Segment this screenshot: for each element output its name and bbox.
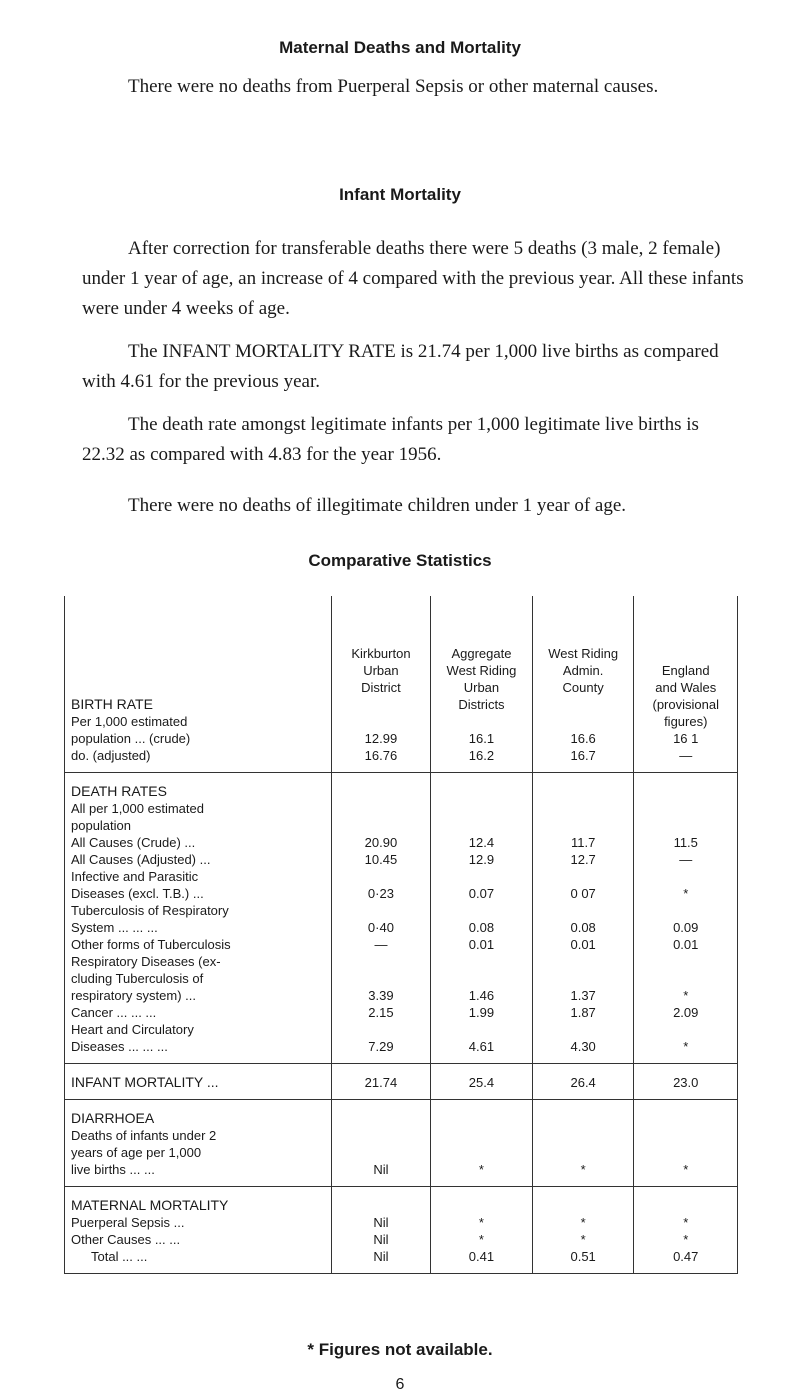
- diarrhoea-line2: years of age per 1,000: [71, 1145, 202, 1160]
- birth-adj-c1: 16.76: [364, 748, 398, 763]
- dr-label-2a: Infective and Parasitic: [71, 869, 199, 884]
- dr-6-c4: 2.09: [673, 1005, 699, 1020]
- dr-label-0: All Causes (Crude) ...: [71, 835, 196, 850]
- dr-7-c4: *: [683, 1039, 689, 1054]
- diarrhoea-label: [65, 1100, 332, 1187]
- para-infant-3: The death rate amongst legitimate infants per 1,000 legitimate live births is 22.32 as compared with 4.83 for the year 1956.: [82, 414, 699, 465]
- dr-label-1: All Causes (Adjusted) ...: [71, 852, 211, 867]
- di-c4: *: [683, 1162, 689, 1177]
- col-header-west-riding: [532, 596, 634, 773]
- dr-0-c2: 12.4: [468, 835, 495, 850]
- infant-mortality-title: INFANT MORTALITY ...: [71, 1074, 219, 1090]
- diarrhoea-title: DIARRHOEA: [71, 1110, 155, 1126]
- heading-comparative: Comparative Statistics: [308, 551, 492, 570]
- col2-line2: West Riding: [446, 663, 517, 678]
- death-col3: [532, 773, 634, 1064]
- col4-line1: England: [661, 663, 710, 678]
- mm-2-c1: Nil: [373, 1249, 389, 1264]
- dr-4-c1: —: [374, 937, 388, 952]
- dr-label-4: Other forms of Tuberculosis: [71, 937, 231, 952]
- mm-0-c1: Nil: [373, 1215, 389, 1230]
- col1-line3: District: [361, 680, 401, 695]
- dr-4-c2: 0.01: [468, 937, 495, 952]
- para-infant-4: There were no deaths of illegitimate children under 1 year of age.: [128, 495, 627, 516]
- col3-line2: Admin.: [562, 663, 604, 678]
- mm-0-c2: *: [478, 1215, 484, 1230]
- col-header-england-wales: [634, 596, 738, 773]
- mm-label-0: Puerperal Sepsis ...: [71, 1215, 185, 1230]
- dr-2-c4: *: [683, 886, 689, 901]
- col-header-kirkburton: [331, 596, 430, 773]
- dr-label-5a: Respiratory Diseases (ex-: [71, 954, 221, 969]
- mm-2-c4: 0.47: [673, 1249, 699, 1264]
- dr-label-2b: Diseases (excl. T.B.) ...: [71, 886, 204, 901]
- col-header-aggregate: [431, 596, 533, 773]
- birth-adj-c4: —: [679, 748, 693, 763]
- col4-line3: (provisional: [652, 697, 719, 712]
- death-col2: [431, 773, 533, 1064]
- birth-adj-c3: 16.7: [570, 748, 596, 763]
- col1-line1: Kirkburton: [351, 646, 411, 661]
- dr-3-c4: 0.09: [673, 920, 699, 935]
- table-row-diarrhoea: [65, 1100, 738, 1187]
- dr-3-c2: 0.08: [468, 920, 495, 935]
- col2-line4: Districts: [458, 697, 505, 712]
- diarrhoea-line3: live births ... ...: [71, 1162, 155, 1177]
- dr-label-5b: cluding Tuberculosis of: [71, 971, 204, 986]
- dr-3-c1: 0·40: [367, 920, 394, 935]
- dr-label-3b: System ... ... ...: [71, 920, 158, 935]
- dr-1-c2: 12.9: [468, 852, 495, 867]
- birth-rate-line3: do. (adjusted): [71, 748, 151, 763]
- death-rates-title: DEATH RATES: [71, 783, 167, 799]
- col4-line2: and Wales: [655, 680, 717, 695]
- col1-line2: Urban: [363, 663, 399, 678]
- col2-line1: Aggregate: [451, 646, 512, 661]
- birth-rate-line2: population ... (crude): [71, 731, 191, 746]
- birth-rate-line1: Per 1,000 estimated: [71, 714, 188, 729]
- dr-7-c3: 4.30: [570, 1039, 596, 1054]
- comparative-table: [64, 596, 738, 1274]
- para-infant-2: The INFANT MORTALITY RATE is 21.74 per 1,000 live births as compared with 4.61 for the previous year.: [82, 341, 719, 392]
- mm-2-c2: 0.41: [468, 1249, 495, 1264]
- dr-5-c4: *: [683, 988, 689, 1003]
- dr-0-c3: 11.7: [570, 835, 596, 850]
- death-col4: [634, 773, 738, 1064]
- death-rates-label: [65, 773, 332, 1064]
- im-c4: 23.0: [673, 1075, 699, 1090]
- maternal-mortality-label: [65, 1187, 332, 1274]
- col3-line1: West Riding: [548, 646, 619, 661]
- para-maternal: There were no deaths from Puerperal Sepsis or other maternal causes.: [128, 76, 659, 97]
- dr-2-c1: 0·23: [367, 886, 394, 901]
- birth-crude-c4: 16 1: [673, 731, 699, 746]
- table-row-maternal-mortality: [65, 1187, 738, 1274]
- dr-label-7b: Diseases ... ... ...: [71, 1039, 168, 1054]
- im-c1: 21.74: [364, 1075, 398, 1090]
- dr-label-3a: Tuberculosis of Respiratory: [71, 903, 229, 918]
- dr-2-c2: 0.07: [468, 886, 495, 901]
- di-c2: *: [478, 1162, 484, 1177]
- dr-2-c3: 0 07: [570, 886, 596, 901]
- mm-1-c2: *: [478, 1232, 484, 1247]
- mm-2-c3: 0.51: [570, 1249, 596, 1264]
- dr-3-c3: 0.08: [570, 920, 596, 935]
- dr-6-c1: 2.15: [368, 1005, 394, 1020]
- dr-5-c2: 1.46: [468, 988, 495, 1003]
- dr-7-c2: 4.61: [468, 1039, 495, 1054]
- birth-crude-c2: 16.1: [468, 731, 495, 746]
- dr-label-7a: Heart and Circulatory: [71, 1022, 194, 1037]
- para-infant-1: After correction for transferable deaths there were 5 deaths (3 male, 2 female) under 1 year of age, an increase of 4 compared with the previous year. All these infants were under 4 weeks of age.: [82, 238, 744, 319]
- col4-line4: figures): [664, 714, 708, 729]
- birth-crude-c3: 16.6: [570, 731, 596, 746]
- table-row-birth-rate: [65, 596, 738, 773]
- dr-5-c1: 3.39: [368, 988, 394, 1003]
- dr-7-c1: 7.29: [368, 1039, 394, 1054]
- mm-1-c1: Nil: [373, 1232, 389, 1247]
- im-c2: 25.4: [468, 1075, 495, 1090]
- death-rates-line2: population: [71, 818, 131, 833]
- birth-crude-c1: 12.99: [364, 731, 398, 746]
- mm-1-c3: *: [580, 1232, 586, 1247]
- dr-0-c4: 11.5: [673, 835, 698, 850]
- mm-label-1: Other Causes ... ...: [71, 1232, 181, 1247]
- dr-6-c3: 1.87: [570, 1005, 596, 1020]
- im-c3: 26.4: [570, 1075, 596, 1090]
- table-row-death-rates: [65, 773, 738, 1064]
- dr-1-c1: 10.45: [364, 852, 398, 867]
- birth-rate-label: [65, 596, 332, 773]
- footnote: * Figures not available.: [307, 1340, 493, 1359]
- mm-0-c4: *: [683, 1215, 689, 1230]
- di-c3: *: [580, 1162, 586, 1177]
- dr-label-5c: respiratory system) ...: [71, 988, 196, 1003]
- death-col1: [331, 773, 430, 1064]
- page-number: 6: [395, 1376, 405, 1393]
- col2-line3: Urban: [463, 680, 500, 695]
- dr-4-c3: 0.01: [570, 937, 596, 952]
- table-row-infant-mortality: [65, 1064, 738, 1100]
- dr-1-c3: 12.7: [570, 852, 596, 867]
- dr-6-c2: 1.99: [468, 1005, 495, 1020]
- birth-rate-title: BIRTH RATE: [71, 696, 153, 712]
- death-rates-line1: All per 1,000 estimated: [71, 801, 204, 816]
- mm-0-c3: *: [580, 1215, 586, 1230]
- birth-adj-c2: 16.2: [468, 748, 495, 763]
- infant-mortality-label: [65, 1064, 332, 1100]
- heading-maternal: Maternal Deaths and Mortality: [279, 38, 521, 57]
- dr-5-c3: 1.37: [570, 988, 596, 1003]
- mm-label-2: Total ... ...: [91, 1249, 148, 1264]
- col3-line3: County: [562, 680, 604, 695]
- dr-4-c4: 0.01: [673, 937, 699, 952]
- dr-1-c4: —: [679, 852, 693, 867]
- maternal-mortality-title: MATERNAL MORTALITY: [71, 1197, 229, 1213]
- dr-0-c1: 20.90: [364, 835, 398, 850]
- di-c1: Nil: [373, 1162, 389, 1177]
- dr-label-6: Cancer ... ... ...: [71, 1005, 157, 1020]
- mm-1-c4: *: [683, 1232, 689, 1247]
- diarrhoea-line1: Deaths of infants under 2: [71, 1128, 217, 1143]
- heading-infant: Infant Mortality: [339, 185, 461, 204]
